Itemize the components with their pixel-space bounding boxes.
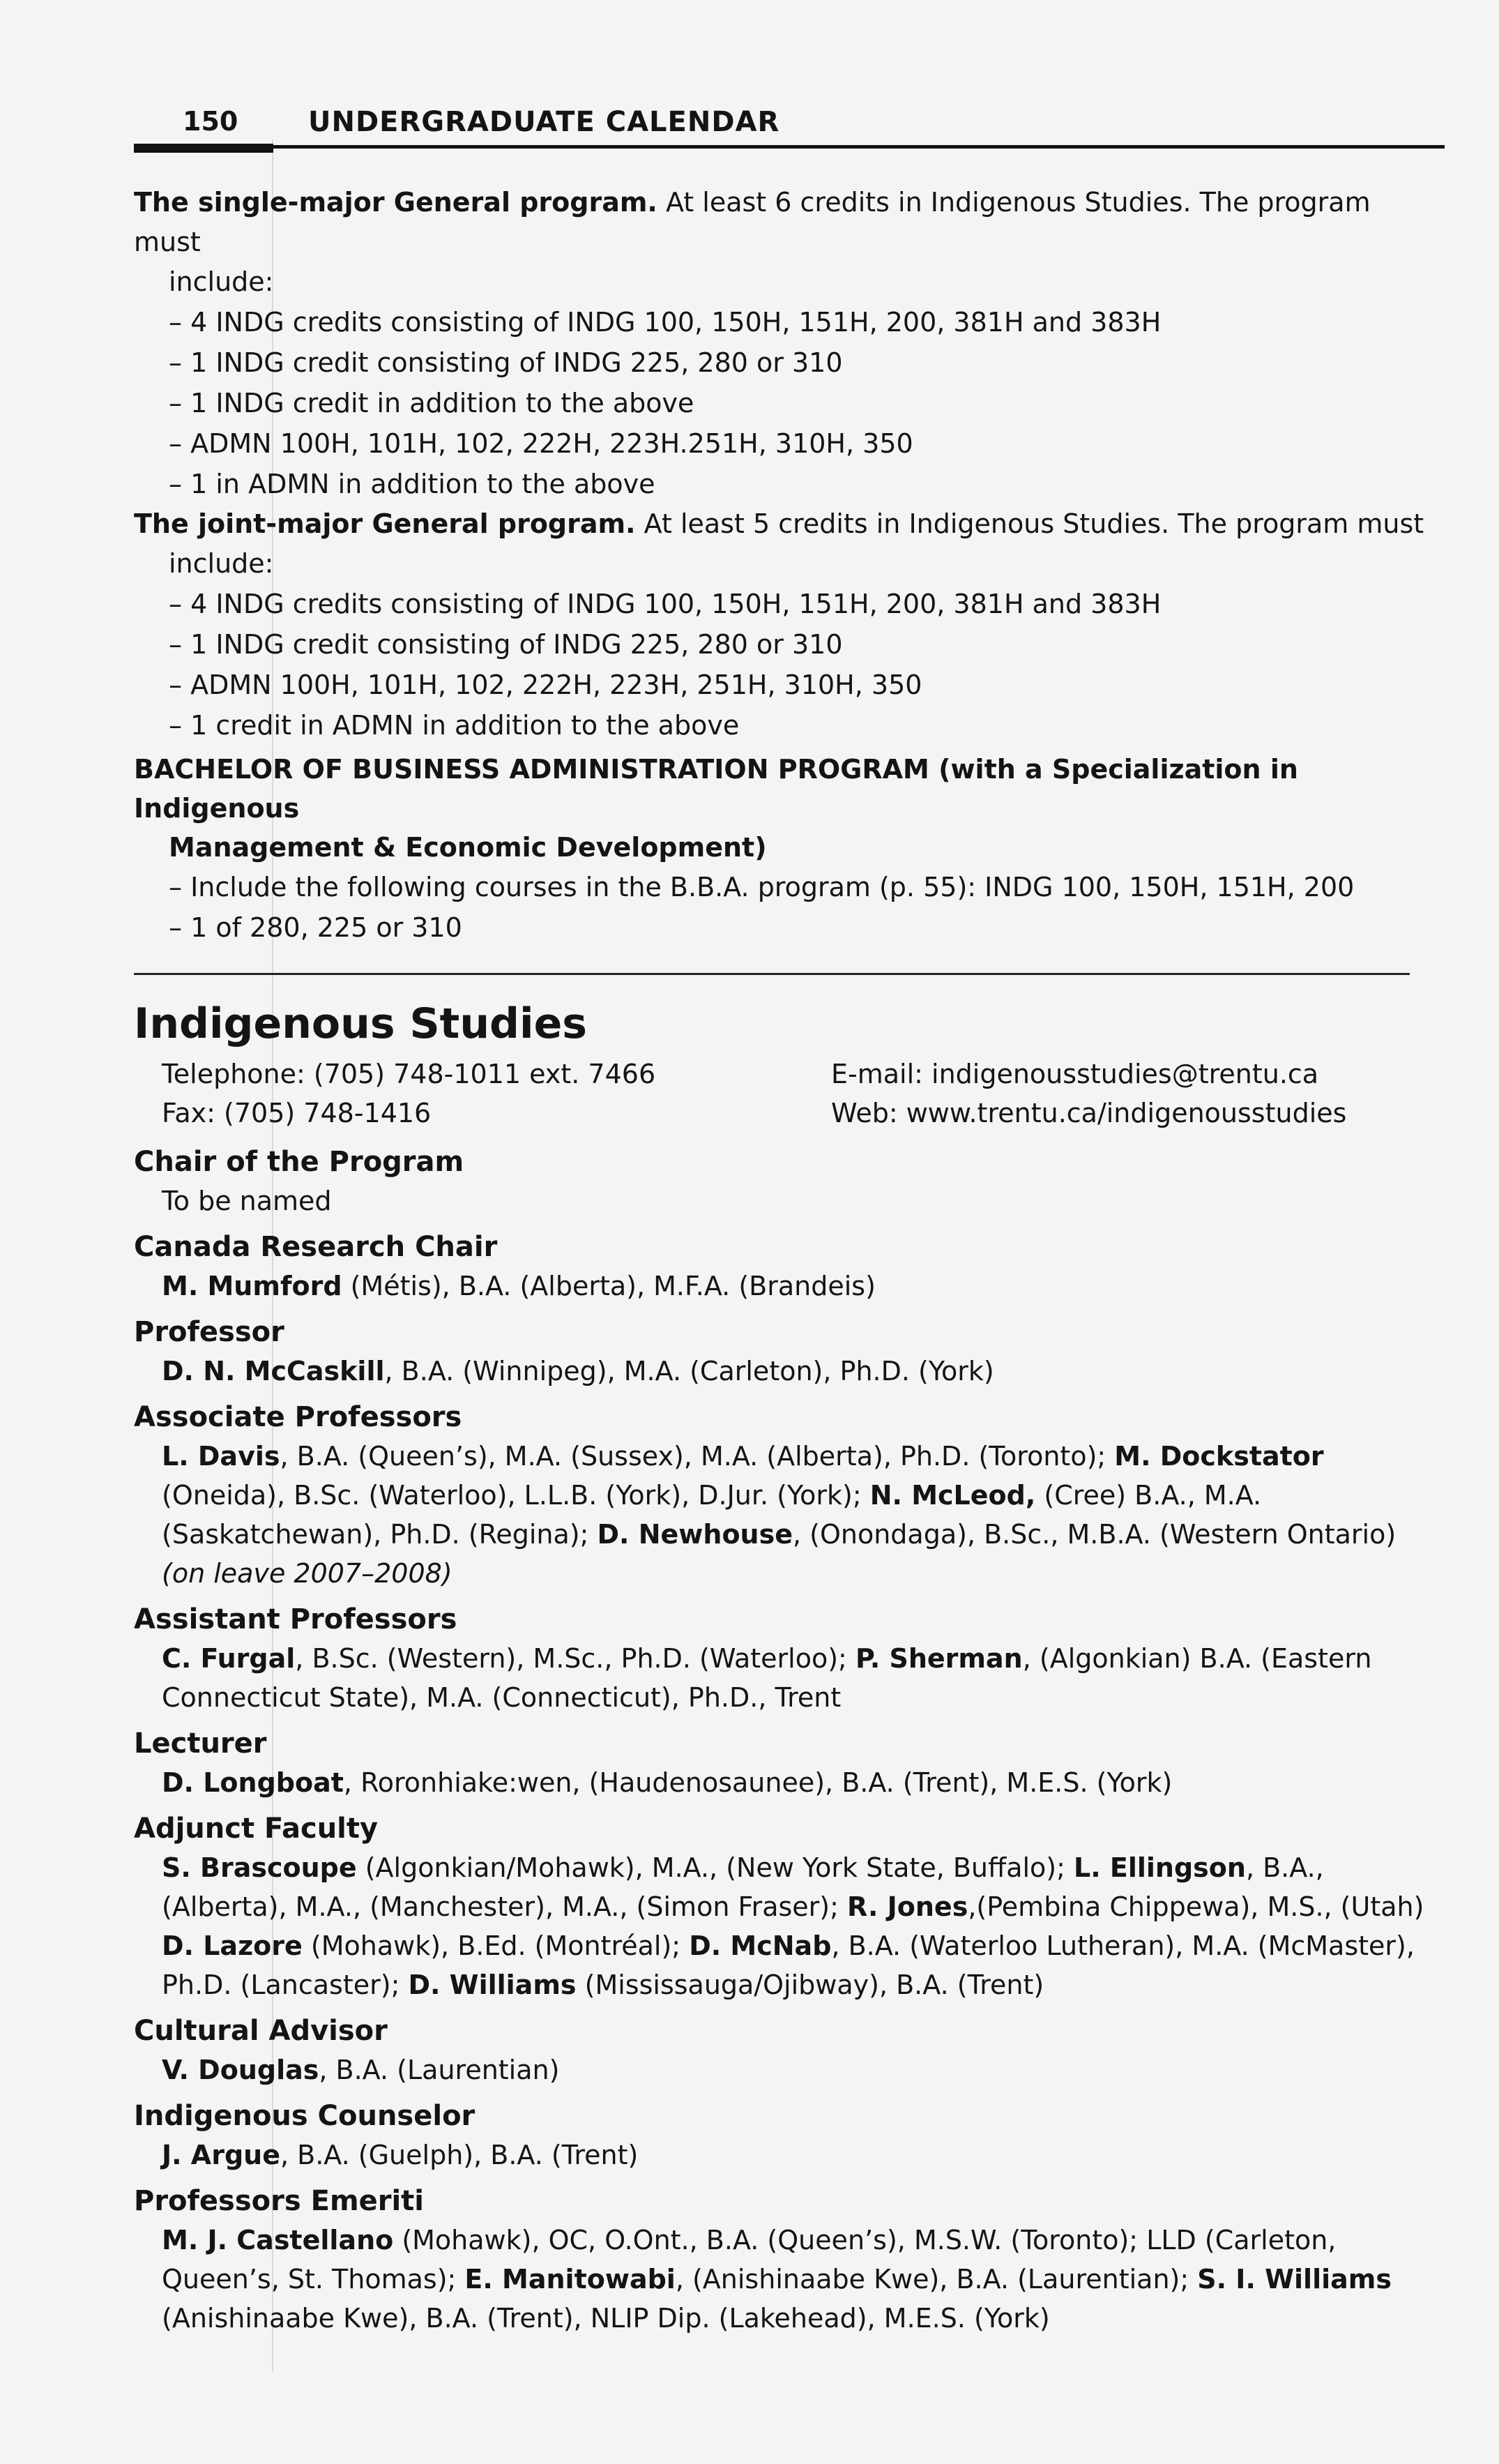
header-rule bbox=[134, 145, 1445, 149]
single-major-text: At least 6 credits in Indigenous Studies. The program must bbox=[134, 187, 1371, 257]
single-major-lead: The single-major General program. bbox=[134, 187, 657, 218]
person-credentials: , (Onondaga), B.Sc., M.B.A. (Western Ontario) bbox=[793, 1519, 1397, 1550]
contact-phone-fax bbox=[162, 1055, 655, 1133]
list-item: – 4 INDG credits consisting of INDG 100, 150H, 151H, 200, 381H and 383H bbox=[169, 584, 1445, 624]
person-credentials: , B.Sc. (Western), M.Sc., Ph.D. (Waterloo); bbox=[295, 1643, 855, 1674]
person-credentials: (Métis), B.A. (Alberta), M.F.A. (Brandeis) bbox=[342, 1271, 876, 1301]
person-name: N. McLeod, bbox=[869, 1480, 1036, 1511]
person-credentials: (Mississauga/Ojibway), B.A. (Trent) bbox=[576, 1970, 1044, 2000]
associate-entries bbox=[134, 1437, 1445, 1593]
single-major-include: include: bbox=[169, 266, 274, 297]
person-name: S. Brascoupe bbox=[162, 1852, 357, 1883]
list-item: – ADMN 100H, 101H, 102, 222H, 223H.251H, 310H, 350 bbox=[169, 423, 1445, 464]
person-name: D. Newhouse bbox=[597, 1519, 793, 1550]
person-credentials: , B.A. (Laurentian) bbox=[319, 2055, 560, 2085]
person-credentials: , Roronhiake:wen, (Haudenosaunee), B.A. (Trent), M.E.S. (York) bbox=[343, 1767, 1173, 1798]
joint-major-lead: The joint-major General program. bbox=[134, 508, 636, 539]
web: Web: www.trentu.ca/indigenousstudies bbox=[831, 1098, 1347, 1128]
person-credentials: (Mohawk), B.Ed. (Montréal); bbox=[302, 1930, 690, 1961]
page-header bbox=[134, 99, 1445, 155]
section-divider bbox=[134, 973, 1410, 975]
person-name: P. Sherman bbox=[855, 1643, 1023, 1674]
list-item: – ADMN 100H, 101H, 102, 222H, 223H, 251H, 310H, 350 bbox=[169, 665, 1445, 705]
single-major-list bbox=[134, 302, 1445, 504]
joint-major-text: At least 5 credits in Indigenous Studies. The program must bbox=[644, 508, 1424, 539]
person-credentials: , (Algonkian) B.A. (Eastern Connecticut State), M.A. (Connecticut), Ph.D., Trent bbox=[162, 1643, 1372, 1713]
bba-heading-line2: Management & Economic Development) bbox=[169, 832, 767, 863]
page-content bbox=[134, 183, 1445, 2338]
person-name: S. I. Williams bbox=[1197, 2264, 1392, 2295]
role-heading: Professors Emeriti bbox=[134, 2185, 425, 2217]
contact-email-web bbox=[831, 1055, 1346, 1133]
role-heading: Chair of the Program bbox=[134, 1146, 464, 1178]
list-item: – 4 INDG credits consisting of INDG 100, 150H, 151H, 200, 381H and 383H bbox=[169, 302, 1445, 342]
list-item: – 1 credit in ADMN in addition to the above bbox=[169, 705, 1445, 746]
person-name: V. Douglas bbox=[162, 2055, 319, 2085]
role-heading: Indigenous Counselor bbox=[134, 2100, 475, 2132]
person-credentials: , B.A. (Guelph), B.A. (Trent) bbox=[280, 2140, 639, 2170]
bba-heading bbox=[134, 750, 1445, 867]
assistant-entries bbox=[134, 1639, 1445, 1717]
person-credentials: (Algonkian/Mohawk), M.A., (New York State, Buffalo); bbox=[356, 1852, 1074, 1883]
fax: Fax: (705) 748-1416 bbox=[162, 1098, 432, 1128]
counselor-entry bbox=[134, 2136, 1445, 2175]
person-credentials: (Oneida), B.Sc. (Waterloo), L.L.B. (York), D.Jur. (York); bbox=[162, 1480, 870, 1511]
role-heading: Lecturer bbox=[134, 1728, 267, 1760]
person-name: M. J. Castellano bbox=[162, 2225, 394, 2255]
leave-note: (on leave 2007–2008) bbox=[162, 1558, 452, 1589]
list-item: – Include the following courses in the B.B.A. program (p. 55): INDG 100, 150H, 151H, 200 bbox=[169, 867, 1445, 907]
emeriti-entries bbox=[134, 2221, 1445, 2338]
joint-major-include: include: bbox=[169, 548, 274, 579]
person-credentials: ,(Pembina Chippewa), M.S., (Utah) bbox=[968, 1891, 1424, 1922]
person-name: D. Williams bbox=[408, 1970, 577, 2000]
list-item: – 1 in ADMN in addition to the above bbox=[169, 464, 1445, 504]
role-heading: Assistant Professors bbox=[134, 1603, 457, 1635]
contact-block bbox=[134, 1055, 1445, 1135]
lecturer-entry bbox=[134, 1763, 1445, 1802]
header-bar bbox=[134, 144, 273, 153]
chair-text: To be named bbox=[162, 1186, 332, 1216]
joint-major-list bbox=[134, 584, 1445, 746]
bba-list bbox=[134, 867, 1445, 948]
person-name: D. McNab bbox=[689, 1930, 832, 1961]
single-major-paragraph bbox=[134, 183, 1445, 262]
person-name: M. Dockstator bbox=[1114, 1441, 1324, 1472]
list-item: – 1 of 280, 225 or 310 bbox=[169, 907, 1445, 948]
department-title: Indigenous Studies bbox=[134, 999, 587, 1048]
list-item: – 1 INDG credit consisting of INDG 225, 280 or 310 bbox=[169, 624, 1445, 665]
crc-entry bbox=[134, 1267, 1445, 1306]
role-heading: Professor bbox=[134, 1316, 284, 1348]
person-name: J. Argue bbox=[162, 2140, 280, 2170]
joint-major-paragraph bbox=[134, 504, 1445, 544]
person-credentials: (Cree) B.A., M.A. (Saskatchewan), Ph.D. (Regina); bbox=[162, 1480, 1262, 1550]
role-heading: Canada Research Chair bbox=[134, 1231, 498, 1263]
person-name: D. N. McCaskill bbox=[162, 1356, 385, 1386]
person-credentials: , B.A., (Alberta), M.A., (Manchester), M.A., (Simon Fraser); bbox=[162, 1852, 1324, 1922]
role-heading: Adjunct Faculty bbox=[134, 1813, 379, 1845]
person-credentials: , B.A. (Winnipeg), M.A. (Carleton), Ph.D. (York) bbox=[384, 1356, 994, 1386]
person-credentials: , (Anishinaabe Kwe), B.A. (Laurentian); bbox=[675, 2264, 1198, 2295]
person-name: D. Lazore bbox=[162, 1930, 303, 1961]
person-name: L. Davis bbox=[162, 1441, 280, 1472]
telephone: Telephone: (705) 748-1011 ext. 7466 bbox=[162, 1059, 656, 1089]
person-credentials: (Mohawk), OC, O.Ont., B.A. (Queen’s), M.S.W. (Toronto); LLD (Carleton, Queen’s, St. Thomas); bbox=[162, 2225, 1337, 2295]
list-item: – 1 INDG credit consisting of INDG 225, 280 or 310 bbox=[169, 342, 1445, 383]
person-name: R. Jones bbox=[847, 1891, 968, 1922]
bba-heading-line1: BACHELOR OF BUSINESS ADMINISTRATION PROGRAM (with a Specialization in Indigenous bbox=[134, 754, 1298, 824]
cultural-advisor-entry bbox=[134, 2050, 1445, 2089]
person-name: M. Mumford bbox=[162, 1271, 342, 1301]
person-credentials: , B.A. (Queen’s), M.A. (Sussex), M.A. (Alberta), Ph.D. (Toronto); bbox=[280, 1441, 1115, 1472]
person-credentials: , B.A. (Waterloo Lutheran), M.A. (McMaster), Ph.D. (Lancaster); bbox=[162, 1930, 1415, 2000]
professor-entry bbox=[134, 1352, 1445, 1391]
role-heading: Associate Professors bbox=[134, 1401, 462, 1433]
role-heading: Cultural Advisor bbox=[134, 2015, 388, 2047]
person-name: C. Furgal bbox=[162, 1643, 296, 1674]
person-name: E. Manitowabi bbox=[464, 2264, 676, 2295]
running-title: UNDERGRADUATE CALENDAR bbox=[308, 106, 780, 138]
list-item: – 1 INDG credit in addition to the above bbox=[169, 383, 1445, 423]
email: E-mail: indigenousstudies@trentu.ca bbox=[831, 1059, 1319, 1089]
person-name: L. Ellingson bbox=[1074, 1852, 1246, 1883]
adjunct-entries bbox=[134, 1848, 1445, 2004]
person-name: D. Longboat bbox=[162, 1767, 344, 1798]
page-number: 150 bbox=[183, 106, 238, 137]
person-credentials: (Anishinaabe Kwe), B.A. (Trent), NLIP Dip. (Lakehead), M.E.S. (York) bbox=[162, 2303, 1050, 2334]
